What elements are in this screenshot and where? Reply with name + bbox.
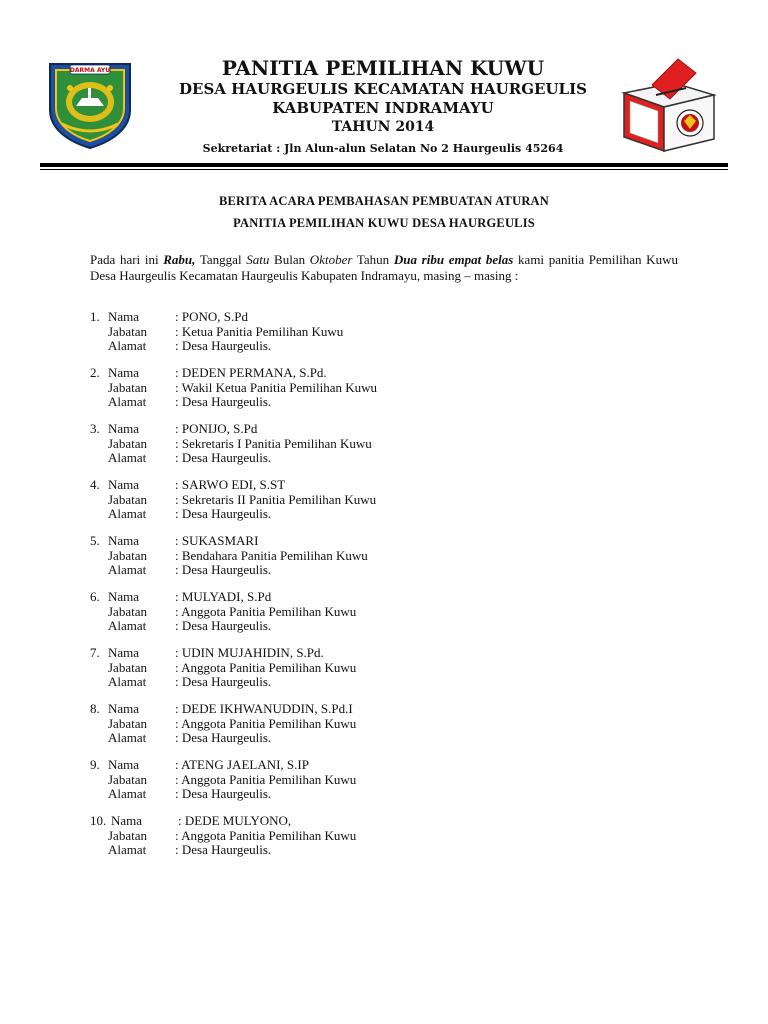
member-address: : Desa Haurgeulis.: [175, 674, 272, 689]
header-rule-thin: [40, 169, 728, 170]
member-address: : Desa Haurgeulis.: [175, 450, 272, 465]
member-entry: 7. Nama : UDIN MUJAHIDIN, S.Pd. Jabatan : Anggota Panitia Pemilihan Kuwu Alamat : Desa Haurgeulis.: [90, 646, 690, 702]
member-name: : UDIN MUJAHIDIN, S.Pd.: [175, 645, 324, 660]
letterhead-title: PANITIA PEMILIHAN KUWU: [221, 56, 545, 80]
regency-emblem-icon: [42, 58, 138, 150]
member-name: : PONIJO, S.Pd: [175, 421, 258, 436]
member-position: : Ketua Panitia Pemilihan Kuwu: [175, 323, 344, 339]
member-entry: 6. Nama : MULYADI, S.Pd Jabatan : Anggota Panitia Pemilihan Kuwu Alamat : Desa Haurgeulis.: [90, 590, 690, 646]
document-title: [40, 190, 728, 234]
member-name: : ATENG JAELANI, S.IP: [175, 757, 309, 772]
member-position: : Sekretaris II Panitia Pemilihan Kuwu: [175, 491, 377, 507]
member-address: : Desa Haurgeulis.: [175, 730, 272, 745]
title-line-1: BERITA ACARA PEMBAHASAN PEMBUATAN ATURAN: [218, 194, 549, 208]
member-position: : Anggota Panitia Pemilihan Kuwu: [175, 827, 357, 843]
intro-date: Satu: [246, 252, 270, 267]
member-position: : Wakil Ketua Panitia Pemilihan Kuwu: [175, 379, 377, 395]
intro-day: Rabu,: [163, 252, 196, 267]
member-entry: 3. Nama : PONIJO, S.Pd Jabatan : Sekretaris I Panitia Pemilihan Kuwu Alamat : Desa Haurgeulis.: [90, 422, 690, 478]
member-entry: 5. Nama : SUKASMARI Jabatan : Bendahara Panitia Pemilihan Kuwu Alamat : Desa Haurgeulis.: [90, 534, 690, 590]
intro-month: Oktober: [309, 252, 353, 267]
member-address: : Desa Haurgeulis.: [175, 338, 272, 353]
svg-text:DARMA AYU: DARMA AYU: [69, 67, 111, 74]
member-address: : Desa Haurgeulis.: [175, 786, 272, 801]
letterhead-village: DESA HAURGEULIS KECAMATAN HAURGEULIS: [179, 80, 587, 98]
member-entry: 1. Nama : PONO, S.Pd Jabatan : Ketua Panitia Pemilihan Kuwu Alamat : Desa Haurgeulis.: [90, 310, 690, 366]
member-position: : Bendahara Panitia Pemilihan Kuwu: [175, 547, 368, 563]
member-name: : DEDE MULYONO,: [178, 813, 292, 828]
member-address: : Desa Haurgeulis.: [175, 618, 272, 633]
member-entry: 8. Nama : DEDE IKHWANUDDIN, S.Pd.I Jabatan : Anggota Panitia Pemilihan Kuwu Alamat : Desa Haurgeulis.: [90, 702, 690, 758]
member-entry: 2. Nama : DEDEN PERMANA, S.Pd. Jabatan : Wakil Ketua Panitia Pemilihan Kuwu Alamat : Desa Haurgeulis.: [90, 366, 690, 422]
committee-members-list: [90, 310, 690, 870]
header-rule: [40, 163, 728, 167]
intro-year: Dua ribu empat belas: [393, 252, 514, 267]
member-position: : Anggota Panitia Pemilihan Kuwu: [175, 659, 357, 675]
member-position: : Anggota Panitia Pemilihan Kuwu: [175, 715, 357, 731]
ballot-box-icon: [616, 55, 720, 153]
title-line-2: PANITIA PEMILIHAN KUWU DESA HAURGEULIS: [233, 216, 535, 230]
member-position: : Anggota Panitia Pemilihan Kuwu: [175, 771, 357, 787]
letterhead-secretariat: Sekretariat : Jln Alun-alun Selatan No 2 Haurgeulis 45264: [202, 142, 564, 155]
member-address: : Desa Haurgeulis.: [175, 394, 272, 409]
member-name: : DEDE IKHWANUDDIN, S.Pd.I: [175, 701, 353, 716]
member-name: : SARWO EDI, S.ST: [175, 477, 286, 492]
member-name: : DEDEN PERMANA, S.Pd.: [175, 365, 327, 380]
member-entry: 4. Nama : SARWO EDI, S.ST Jabatan : Sekretaris II Panitia Pemilihan Kuwu Alamat : Desa Haurgeulis.: [90, 478, 690, 534]
member-entry: 10. Nama : DEDE MULYONO, Jabatan : Anggota Panitia Pemilihan Kuwu Alamat : Desa Haurgeulis.: [90, 814, 690, 870]
intro-paragraph: Pada hari ini Rabu, Tanggal Satu Bulan Oktober Tahun Dua ribu empat belas kami panitia Pemilihan Kuwu Desa Haurgeulis Kecamatan Haurgeulis Kabupaten Indramayu, masing – masing :: [90, 252, 678, 283]
member-name: : MULYADI, S.Pd: [175, 589, 272, 604]
member-name: : PONO, S.Pd: [175, 309, 248, 324]
member-entry: 9. Nama : ATENG JAELANI, S.IP Jabatan : Anggota Panitia Pemilihan Kuwu Alamat : Desa Haurgeulis.: [90, 758, 690, 814]
member-name: : SUKASMARI: [175, 533, 259, 548]
member-address: : Desa Haurgeulis.: [175, 842, 272, 857]
letterhead-regency: KABUPATEN INDRAMAYU: [272, 99, 494, 117]
member-address: : Desa Haurgeulis.: [175, 562, 272, 577]
member-position: : Anggota Panitia Pemilihan Kuwu: [175, 603, 357, 619]
member-position: : Sekretaris I Panitia Pemilihan Kuwu: [175, 435, 372, 451]
member-address: : Desa Haurgeulis.: [175, 506, 272, 521]
letterhead: [150, 56, 616, 157]
letterhead-year: TAHUN 2014: [331, 119, 435, 135]
